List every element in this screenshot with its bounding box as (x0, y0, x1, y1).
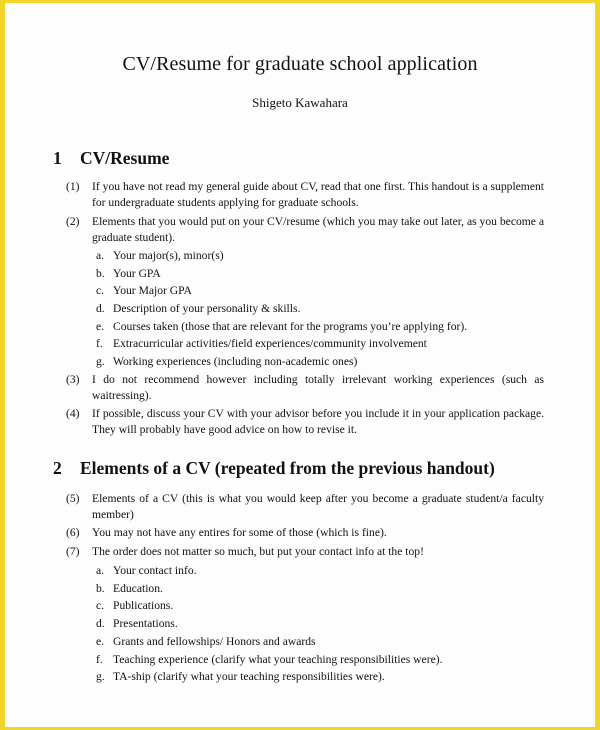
sub-item-letter: g. (96, 355, 105, 368)
sub-item-text: Grants and fellowships/ Honors and awards (113, 635, 316, 648)
sub-item-text: Description of your personality & skills. (113, 302, 301, 315)
item-number: (6) (66, 526, 80, 539)
section-title: CV/Resume (80, 148, 170, 168)
document-author: Shigeto Kawahara (252, 95, 348, 110)
item-number: (4) (66, 407, 80, 420)
list-item (66, 544, 544, 560)
item-text: The order does not matter so much, but put your contact info at the top! (92, 545, 424, 558)
sub-item-text: Teaching experience (clarify what your teaching responsibilities were). (113, 653, 443, 666)
section-heading (53, 458, 495, 479)
item-number: (5) (66, 492, 80, 505)
document-page (5, 3, 595, 727)
item-text: If you have not read my general guide about CV, read that one first. This handout is a supplement for undergraduate students applying for graduate schools. (92, 180, 544, 209)
list-item (66, 406, 544, 437)
sub-item-text: Education. (113, 582, 163, 595)
item-text: Elements of a CV (this is what you would keep after you become a graduate student/a faculty member) (92, 492, 544, 521)
sub-item-text: Courses taken (those that are relevant for the programs you’re applying for). (113, 320, 468, 333)
sub-item-letter: a. (96, 564, 105, 577)
sub-item-text: Publications. (113, 599, 174, 612)
sub-item (96, 598, 173, 613)
sub-item-letter: a. (96, 249, 105, 262)
section-number: 1 (53, 148, 62, 168)
sub-item-letter: b. (96, 582, 105, 595)
sub-item (96, 669, 385, 684)
sub-item (96, 336, 427, 351)
sub-item (96, 266, 161, 281)
sub-item-letter: c. (96, 599, 105, 612)
sub-item (96, 248, 224, 263)
sub-item-letter: f. (96, 653, 103, 666)
section-title: Elements of a CV (repeated from the previous handout) (80, 458, 495, 478)
sub-item (96, 652, 442, 667)
sub-item-letter: f. (96, 337, 103, 350)
sub-item-text: Extracurricular activities/field experiences/community involvement (113, 337, 427, 350)
sub-item (96, 616, 178, 631)
list-item (66, 372, 544, 403)
sub-item-text: TA-ship (clarify what your teaching responsibilities were). (113, 670, 385, 683)
sub-item-text: Your major(s), minor(s) (113, 249, 224, 262)
sub-item-text: Your GPA (113, 267, 161, 280)
sub-item-text: Your Major GPA (113, 284, 192, 297)
sub-item-text: Your contact info. (113, 564, 197, 577)
sub-item (96, 563, 197, 578)
item-number: (7) (66, 545, 80, 558)
item-text: You may not have any entires for some of those (which is fine). (92, 526, 387, 539)
list-item (66, 214, 544, 245)
section-heading (53, 148, 169, 169)
sub-item-letter: d. (96, 302, 105, 315)
section-number: 2 (53, 458, 62, 478)
list-item (66, 491, 544, 522)
sub-item-letter: g. (96, 670, 105, 683)
item-text: If possible, discuss your CV with your advisor before you include it in your application package. They will probably have good advice on how to revise it. (92, 407, 544, 436)
sub-item (96, 283, 192, 298)
sub-item (96, 301, 300, 316)
sub-item (96, 354, 357, 369)
sub-item-letter: d. (96, 617, 105, 630)
item-text: I do not recommend however including totally irrelevant working experiences (such as waitressing). (92, 373, 544, 402)
sub-item (96, 634, 316, 649)
document-title: CV/Resume for graduate school application (122, 53, 478, 75)
item-number: (3) (66, 373, 80, 386)
sub-item (96, 319, 467, 334)
list-item (66, 525, 544, 541)
sub-item-text: Working experiences (including non-academic ones) (113, 355, 358, 368)
sub-item-text: Presentations. (113, 617, 178, 630)
item-text: Elements that you would put on your CV/resume (which you may take out later, as you become a graduate student). (92, 215, 544, 244)
sub-item-letter: b. (96, 267, 105, 280)
sub-item-letter: c. (96, 284, 105, 297)
list-item (66, 179, 544, 210)
sub-item (96, 581, 163, 596)
item-number: (1) (66, 180, 80, 193)
item-number: (2) (66, 215, 80, 228)
sub-item-letter: e. (96, 320, 105, 333)
sub-item-letter: e. (96, 635, 105, 648)
